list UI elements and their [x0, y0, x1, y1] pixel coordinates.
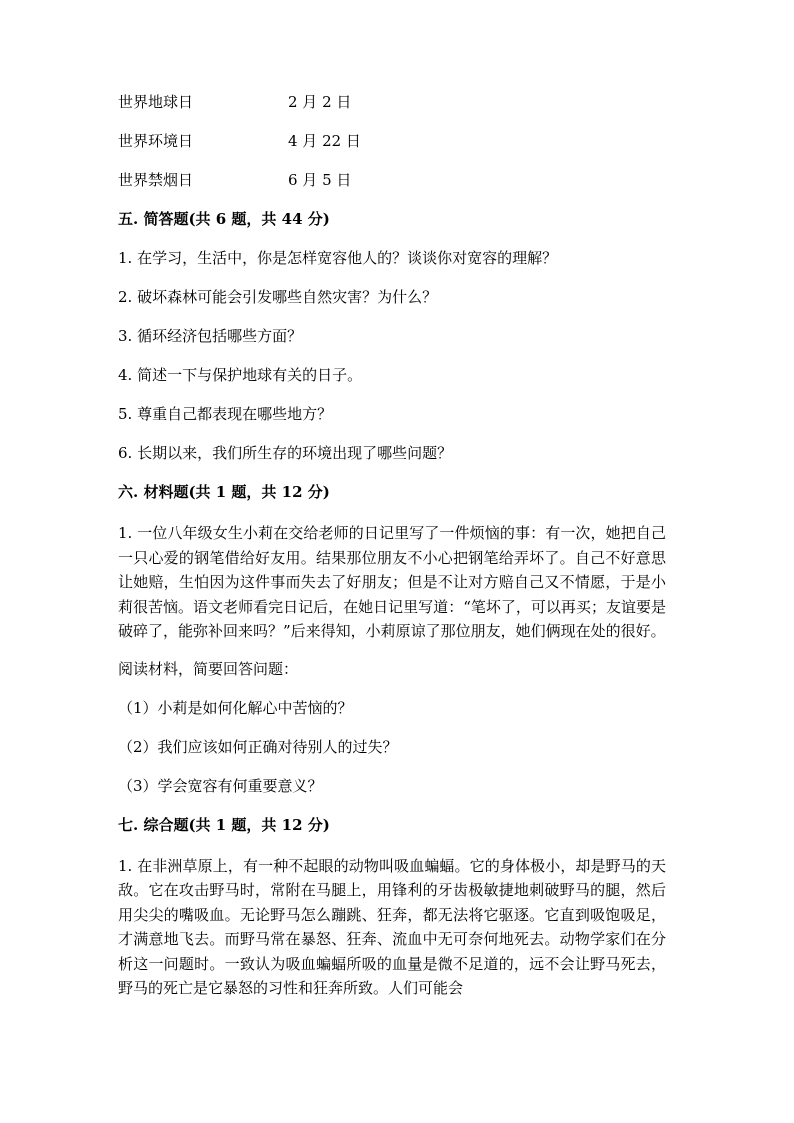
sub-question: （3）学会宽容有何重要意义？: [118, 776, 323, 795]
day-name: 世界地球日: [118, 93, 194, 111]
day-date: 2 月 2 日: [288, 93, 352, 111]
exam-page: [118, 92, 666, 1016]
day-row: [118, 92, 666, 112]
section-heading: 七. 综合题(共 1 题，共 12 分): [118, 815, 330, 834]
question: 6. 长期以来，我们所生存的环境出现了哪些问题？: [118, 444, 453, 462]
question: 4. 简述一下与保护地球有关的日子。: [118, 366, 363, 384]
material-paragraph: 1. 在非洲草原上，有一种不起眼的动物叫吸血蝙蝠。它的身体极小，却是野马的天敌。它在攻击野马时，常附在马腿上，用锋利的牙齿极敏捷地刺破野马的腿，然后用尖尖的嘴吸血。无论野马怎么蹦跳、狂奔，都无法将它驱逐。它直到吸饱吸足，才满意地飞去。而野马常在暴怒、狂奔、流血中无可奈何地死去。动物学家们在分析这一问题时。一致认为吸血蝙蝠所吸的血量是微不足道的，远不会让野马死去，野马的死亡是它暴怒的习性和狂奔所致。人们可能会: [118, 856, 666, 997]
day-name: 世界禁烟日: [118, 171, 194, 189]
question: 5. 尊重自己都表现在哪些地方？: [118, 405, 333, 423]
day-name: 世界环境日: [118, 132, 194, 150]
day-row: [118, 170, 666, 190]
material-paragraph: 1. 一位八年级女生小莉在交给老师的日记里写了一件烦恼的事：有一次，她把自己一只心爱的钢笔借给好友用。结果那位朋友不小心把钢笔给弄坏了。自己不好意思让她赔，生怕因为这件事而失去了好朋友；但是不让对方赔自己又不情愿，于是小莉很苦恼。语文老师看完日记后，在她日记里写道：“笔坏了，可以再买；友谊要是破碎了，能弥补回来吗？”后来得知，小莉原谅了那位朋友，她们俩现在处的很好。: [118, 524, 666, 640]
question: 2. 破坏森林可能会引发哪些自然灾害？为什么？: [118, 288, 438, 306]
sub-question: （1）小莉是如何化解心中苦恼的？: [118, 698, 353, 717]
section-heading: 五. 简答题(共 6 题，共 44 分): [118, 210, 330, 228]
day-row: [118, 131, 666, 151]
material-prompt: 阅读材料，简要回答问题：: [118, 659, 299, 678]
day-date: 6 月 5 日: [288, 171, 352, 189]
question: 3. 循环经济包括哪些方面？: [118, 327, 303, 345]
day-date: 4 月 22 日: [288, 132, 361, 150]
sub-question: （2）我们应该如何正确对待别人的过失？: [118, 737, 398, 756]
section-heading: 六. 材料题(共 1 题，共 12 分): [118, 483, 330, 501]
question: 1. 在学习，生活中，你是怎样宽容他人的？谈谈你对宽容的理解？: [118, 249, 558, 267]
